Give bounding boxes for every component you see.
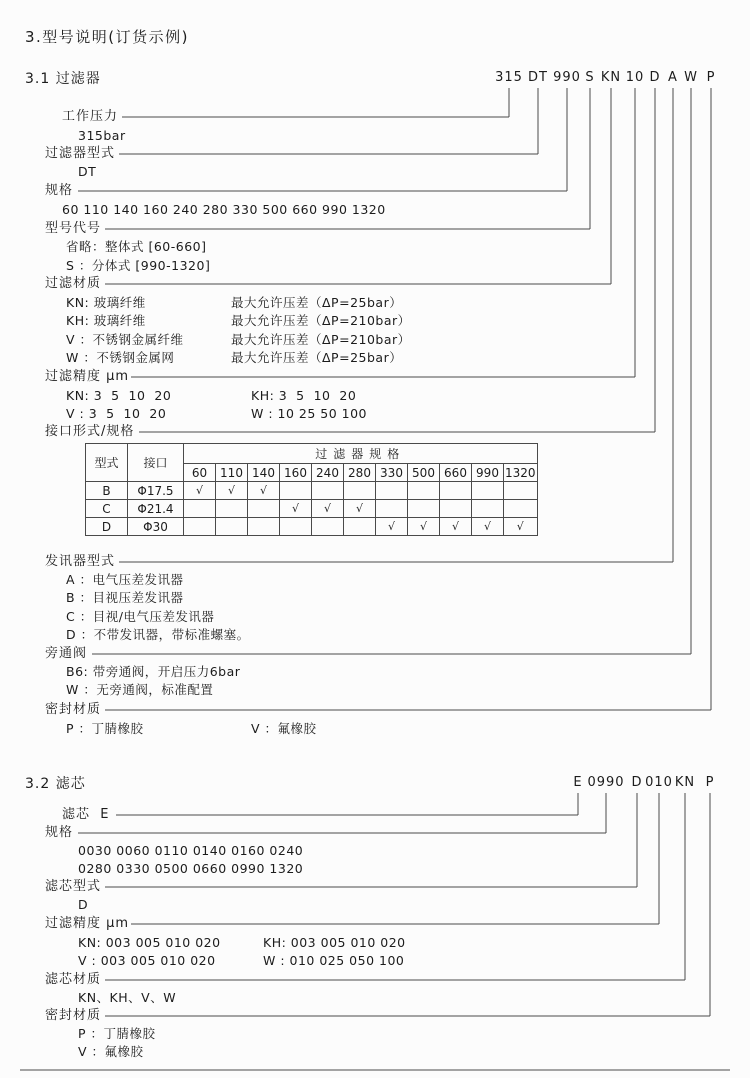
model-designation-line: 省略：整体式 [60-660] — [66, 239, 207, 254]
rating-row — [66, 405, 367, 424]
media-row — [66, 312, 411, 331]
code-seg-bypass: W — [684, 70, 698, 85]
check-cell: √ — [280, 500, 312, 518]
element-rating-row — [78, 952, 404, 971]
col-header-type: 型式 — [86, 444, 128, 482]
bypass-option: B6: 带旁通阀，开启压力6bar — [66, 664, 241, 679]
media-max-dp: 最大允许压差（ΔP=25bar） — [231, 350, 403, 365]
spec-header: 110 — [216, 464, 248, 482]
indicator-option: B ：目视压差发讯器 — [66, 590, 184, 605]
check-cell — [184, 500, 216, 518]
check-cell — [472, 482, 504, 500]
spec-header: 500 — [408, 464, 440, 482]
media-row — [66, 331, 411, 350]
check-cell — [376, 500, 408, 518]
element-sizes-line: 0280 0330 0500 0660 0990 1320 — [78, 861, 304, 876]
label-filter-type: 过滤器型式 — [45, 146, 116, 161]
label-bypass-valve: 旁通阀 — [45, 646, 88, 661]
label-indicator-type: 发讯器型式 — [45, 554, 116, 569]
value-sizes: 60 110 140 160 240 280 330 500 660 990 1320 — [62, 202, 386, 217]
label-element-rating: 过滤精度 μm — [45, 916, 130, 931]
check-cell — [344, 518, 376, 536]
spec-header: 1320 — [505, 465, 536, 480]
media-row — [66, 294, 402, 313]
rating-col: KN: 3 5 10 20 — [66, 388, 172, 403]
check-cell — [472, 500, 504, 518]
value-working-pressure: 315bar — [78, 128, 126, 143]
check-cell — [312, 482, 344, 500]
spec-header: 140 — [248, 464, 280, 482]
section-3-1-heading: 3.1 过滤器 — [25, 71, 101, 87]
code-seg-type: DT — [528, 70, 548, 85]
check-cell — [376, 482, 408, 500]
label-element-seal: 密封材质 — [45, 1008, 102, 1023]
media-max-dp: 最大允许压差（ΔP=210bar） — [231, 332, 411, 347]
rating-col: KH: 003 005 010 020 — [263, 935, 406, 950]
rating-col: KH: 3 5 10 20 — [251, 388, 357, 403]
label-working-pressure: 工作压力 — [62, 109, 119, 124]
label-sizes: 规格 — [45, 183, 74, 198]
rating-row — [66, 387, 356, 406]
col-header-group: 过滤器规格 — [184, 444, 538, 464]
check-cell — [216, 500, 248, 518]
code-seg-seal: P — [706, 70, 716, 85]
label-element-type: 滤芯型式 — [45, 879, 102, 894]
code-seg-element-type: D — [631, 775, 643, 790]
media-name: KN: 玻璃纤维 — [66, 295, 146, 310]
spec-header: 330 — [376, 464, 408, 482]
check-cell: √ — [472, 518, 504, 536]
check-cell — [280, 518, 312, 536]
check-cell — [408, 500, 440, 518]
spec-header: 240 — [312, 464, 344, 482]
label-connection: 接口形式/规格 — [45, 424, 135, 439]
seal-option: V ：氟橡胶 — [251, 721, 317, 736]
code-seg-element-micron: 010 — [645, 775, 673, 790]
check-cell — [280, 482, 312, 500]
check-cell: √ — [440, 518, 472, 536]
row-port: Φ30 — [128, 518, 184, 536]
rating-col: V : 003 005 010 020 — [78, 953, 216, 968]
code-seg-port: D — [649, 70, 661, 85]
row-type: C — [86, 500, 128, 518]
check-cell: √ — [504, 518, 538, 536]
media-name: KH: 玻璃纤维 — [66, 313, 146, 328]
value-element-media: KN、KH、V、W — [78, 990, 177, 1005]
check-cell: √ — [312, 500, 344, 518]
code-seg-micron: 10 — [625, 70, 645, 85]
bypass-option: W ：无旁通阀，标准配置 — [66, 682, 214, 697]
check-cell: √ — [408, 518, 440, 536]
check-cell: √ — [248, 482, 280, 500]
page-title: 3.型号说明(订货示例) — [25, 28, 190, 46]
code-seg-element-seal: P — [705, 775, 715, 790]
table-row — [86, 500, 538, 518]
connection-size-table — [85, 443, 538, 536]
media-row — [66, 349, 402, 368]
row-port: Φ17.5 — [128, 482, 184, 500]
media-max-dp: 最大允许压差（ΔP=25bar） — [231, 295, 403, 310]
label-model-designation: 型号代号 — [45, 221, 102, 236]
check-cell — [504, 482, 538, 500]
rating-col: W : 010 025 050 100 — [263, 953, 405, 968]
check-cell — [216, 518, 248, 536]
check-cell — [248, 518, 280, 536]
indicator-option: A ：电气压差发讯器 — [66, 572, 184, 587]
check-cell — [312, 518, 344, 536]
spec-header: 280 — [344, 464, 376, 482]
code-seg-pressure: 315 — [495, 70, 523, 85]
rating-col: KN: 003 005 010 020 — [78, 935, 221, 950]
check-cell — [440, 482, 472, 500]
label-element: 滤芯 E — [62, 807, 110, 822]
check-cell: √ — [376, 518, 408, 536]
element-seal-option: P ：丁腈橡胶 — [78, 1026, 156, 1041]
spec-header: 660 — [440, 464, 472, 482]
table-header-row — [86, 444, 538, 464]
media-name: V ：不锈钢金属纤维 — [66, 332, 184, 347]
code-seg-variant: S — [585, 70, 595, 85]
check-cell: √ — [216, 482, 248, 500]
spec-header: 160 — [280, 464, 312, 482]
label-element-sizes: 规格 — [45, 825, 74, 840]
check-cell — [408, 482, 440, 500]
code-seg-element-media: KN — [674, 775, 696, 790]
label-filter-media: 过滤材质 — [45, 276, 102, 291]
rating-col: V : 3 5 10 20 — [66, 406, 167, 421]
media-max-dp: 最大允许压差（ΔP=210bar） — [231, 313, 411, 328]
check-cell — [344, 482, 376, 500]
rating-col: W : 10 25 50 100 — [251, 406, 368, 421]
row-type: B — [86, 482, 128, 500]
check-cell — [440, 500, 472, 518]
seal-option: P ：丁腈橡胶 — [66, 721, 144, 736]
model-designation-line: S ：分体式 [990-1320] — [66, 258, 211, 273]
indicator-option: C ：目视/电气压差发讯器 — [66, 609, 215, 624]
element-sizes-line: 0030 0060 0110 0140 0160 0240 — [78, 843, 304, 858]
check-cell: √ — [184, 482, 216, 500]
row-type: D — [86, 518, 128, 536]
row-port: Φ21.4 — [128, 500, 184, 518]
element-rating-row — [78, 934, 406, 953]
check-cell — [184, 518, 216, 536]
code-seg-media: KN — [600, 70, 622, 85]
value-element-type: D — [78, 897, 89, 912]
value-filter-type: DT — [78, 164, 97, 179]
table-row — [86, 482, 538, 500]
check-cell — [504, 500, 538, 518]
media-name: W ：不锈钢金属网 — [66, 350, 175, 365]
spec-header: 990 — [472, 464, 504, 482]
spec-header: 60 — [184, 464, 216, 482]
code-seg-element-size: 0990 — [587, 775, 625, 790]
table-row — [86, 518, 538, 536]
seal-material-row — [66, 720, 317, 739]
code-seg-element: E — [573, 775, 583, 790]
code-seg-indicator: A — [668, 70, 678, 85]
element-seal-option: V ：氟橡胶 — [78, 1044, 144, 1059]
section-3-2-heading: 3.2 滤芯 — [25, 776, 86, 792]
label-filtration-rating: 过滤精度 μm — [45, 369, 130, 384]
indicator-option: D ：不带发讯器，带标准螺塞。 — [66, 627, 250, 642]
col-header-port: 接口 — [128, 444, 184, 482]
code-seg-size: 990 — [553, 70, 581, 85]
label-element-media: 滤芯材质 — [45, 972, 102, 987]
label-seal-material: 密封材质 — [45, 702, 102, 717]
check-cell: √ — [344, 500, 376, 518]
check-cell — [248, 500, 280, 518]
